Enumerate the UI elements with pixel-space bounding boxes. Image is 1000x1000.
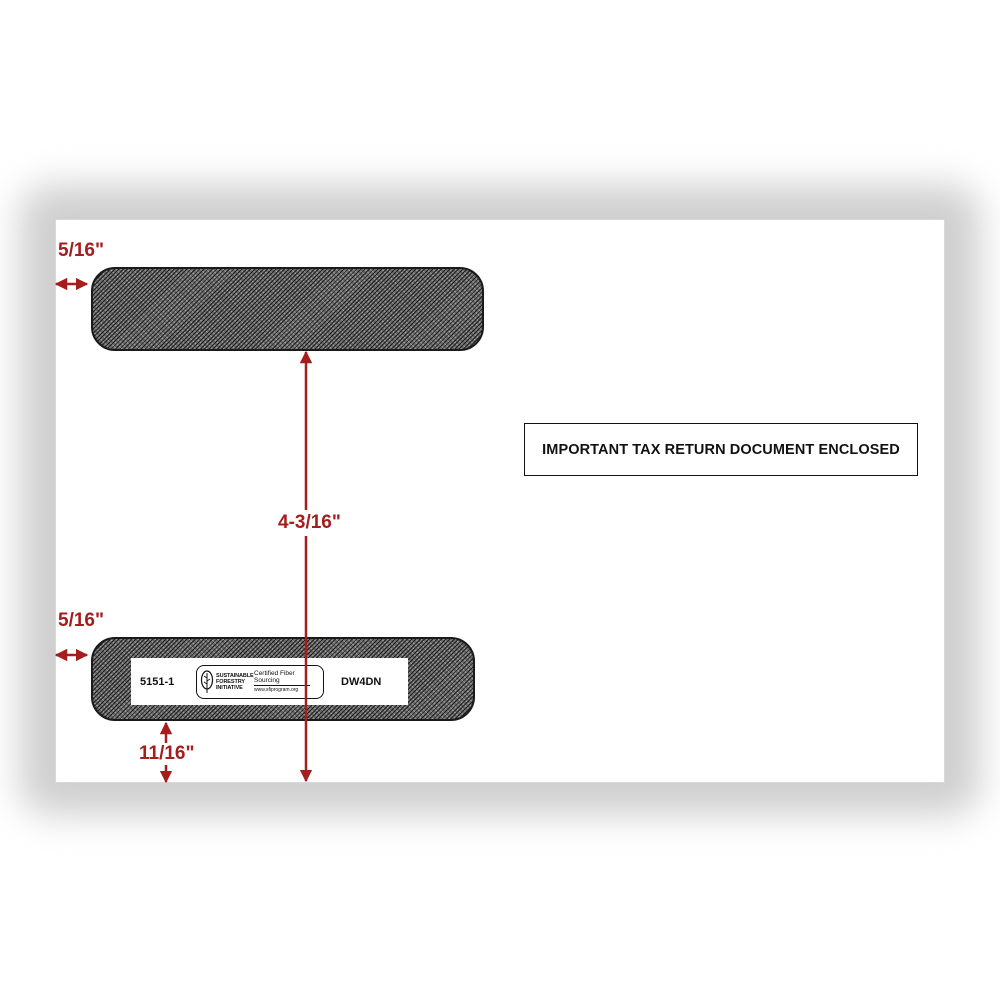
spacing-label: 4-3/16"	[276, 510, 343, 536]
bottom-margin-label: 5/16"	[58, 610, 104, 631]
bottom-edge-label: 11/16"	[139, 743, 195, 764]
sfi-label-line-2: Sourcing	[254, 676, 280, 684]
product-code: DW4DN	[341, 675, 382, 688]
form-code: 5151-1	[140, 675, 175, 688]
sfi-name-line-3: INITIATIVE	[216, 684, 243, 691]
sfi-url: www.sfiprogram.org	[254, 686, 299, 693]
tax-notice-text: IMPORTANT TAX RETURN DOCUMENT ENCLOSED	[542, 441, 900, 458]
top-margin-label: 5/16"	[58, 240, 104, 261]
sfi-label-line-1: Certified Fiber	[254, 669, 295, 677]
sfi-name-line-2: FORESTRY	[216, 678, 245, 685]
sfi-name-line-1: SUSTAINABLE	[216, 672, 254, 679]
